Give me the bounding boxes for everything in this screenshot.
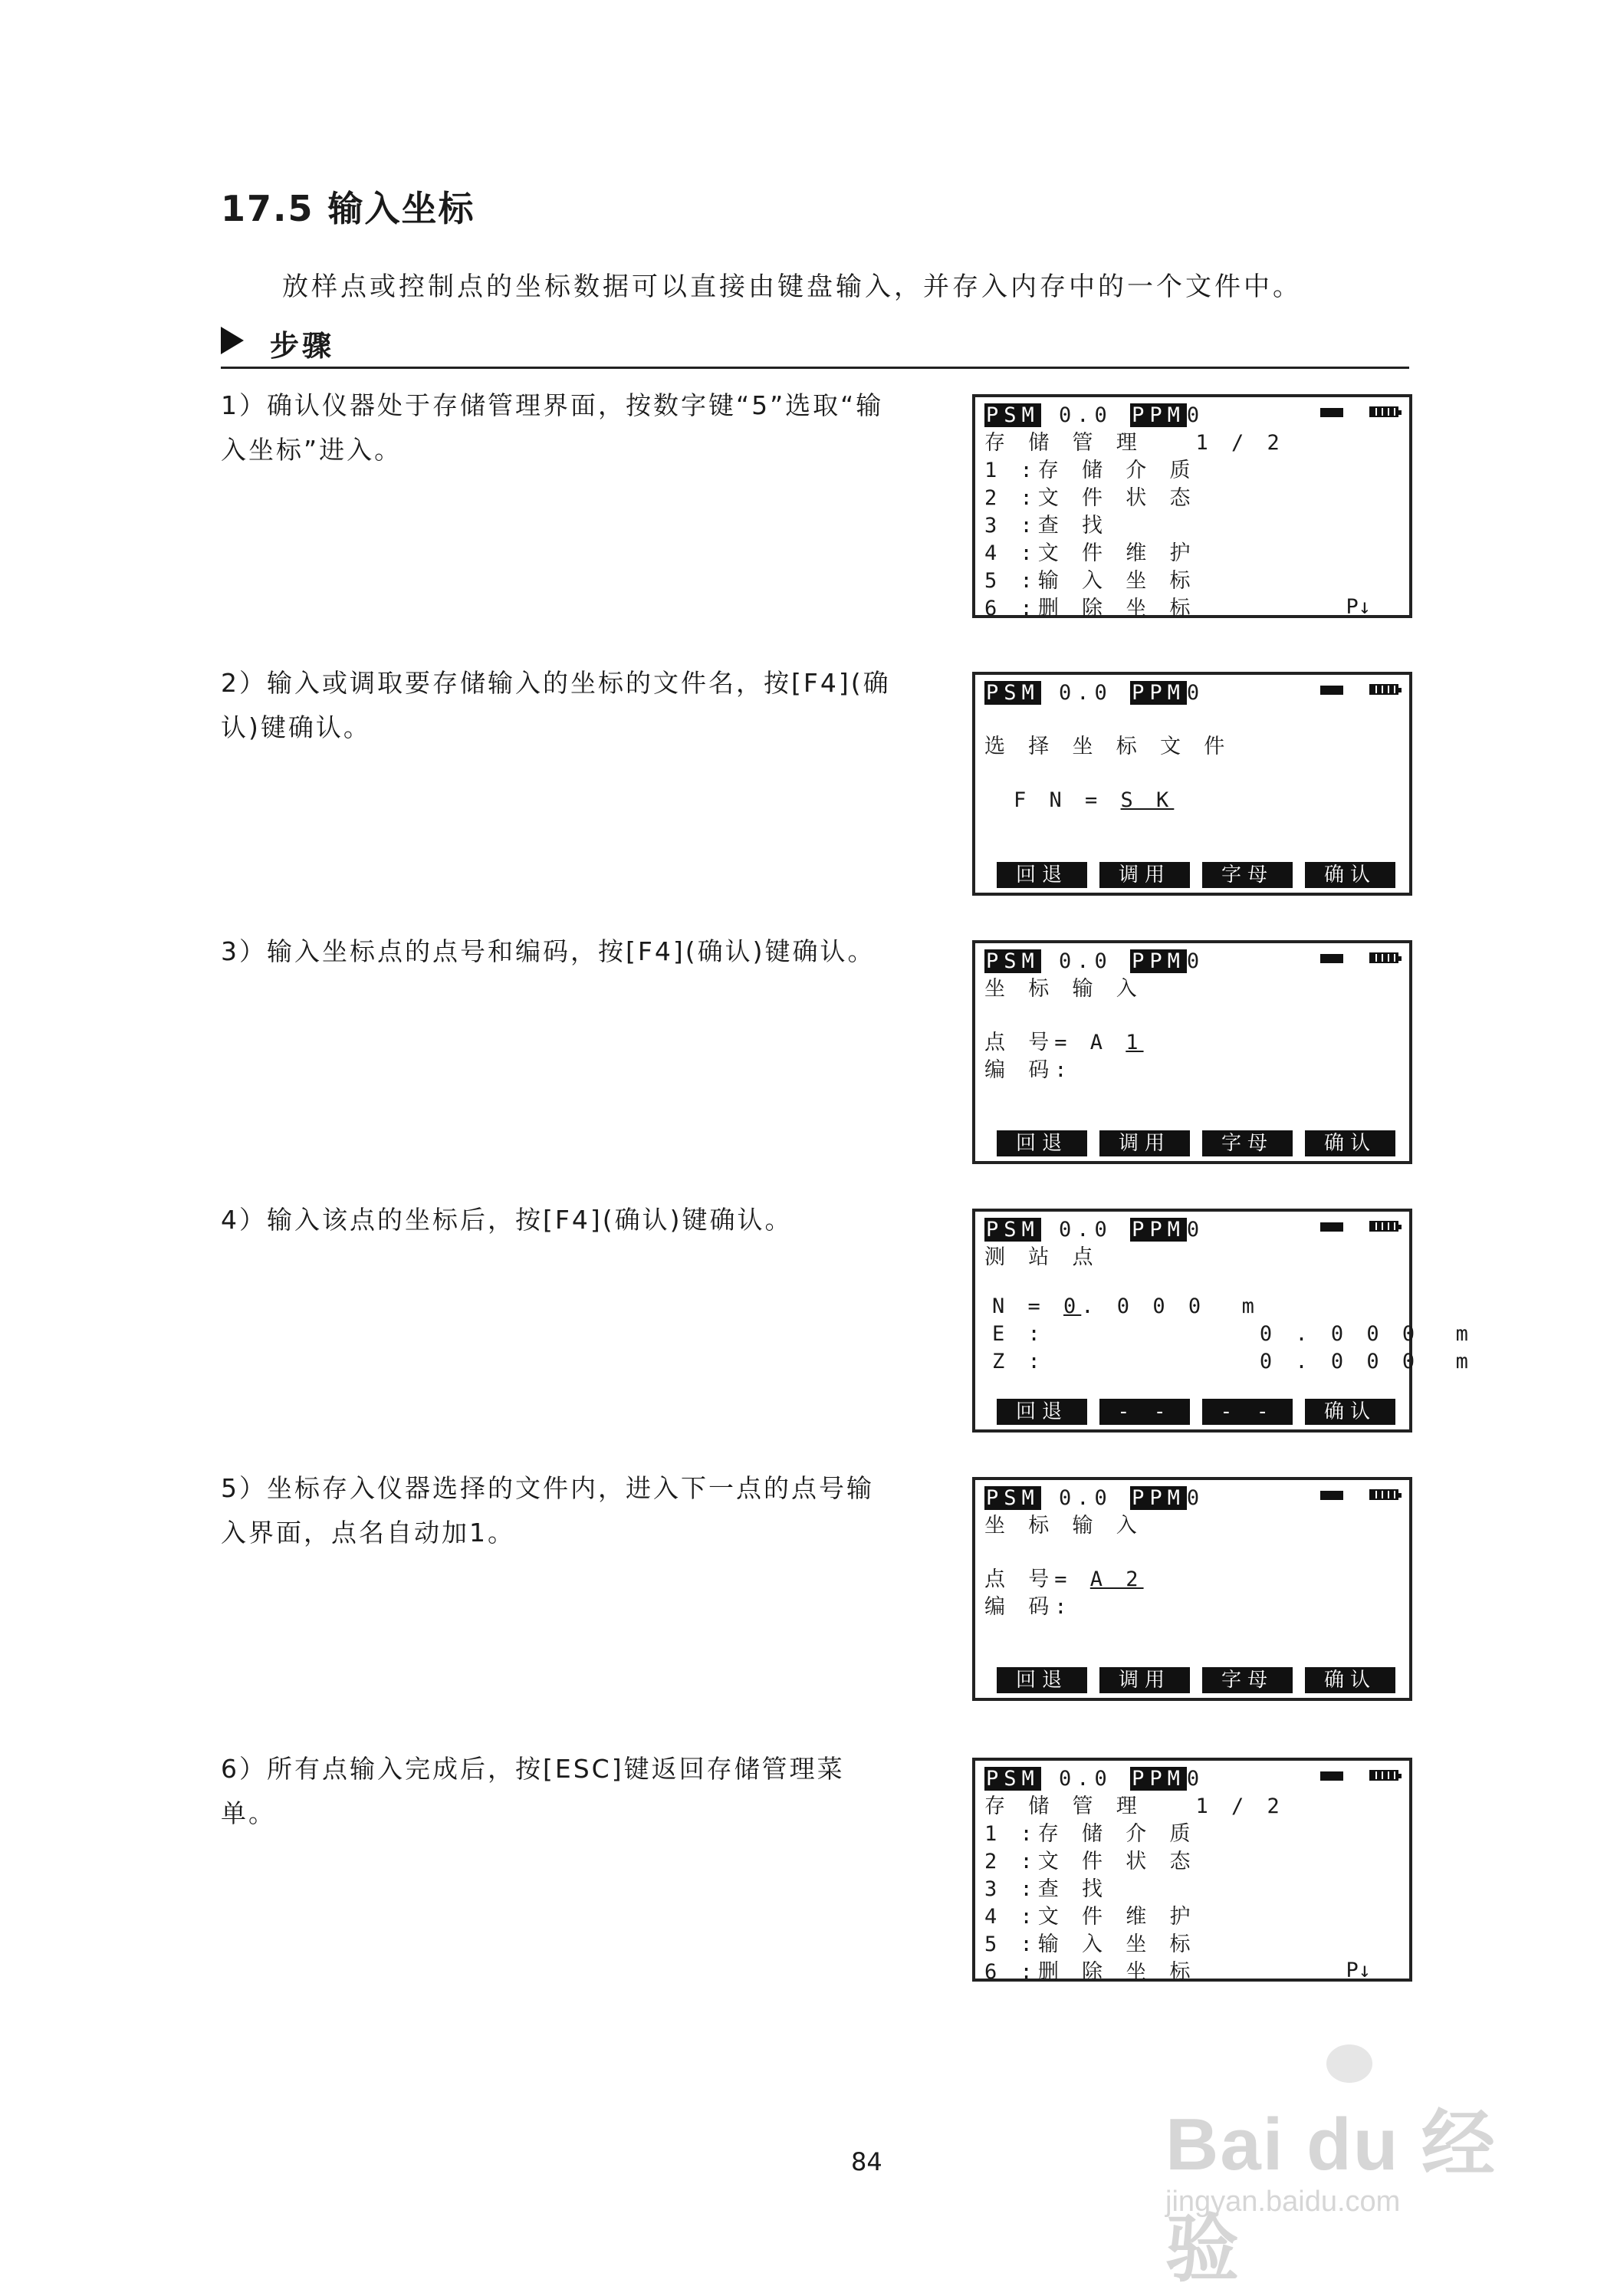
screen-station-point: [972, 1209, 1474, 1449]
screen-storage-menu-return: [972, 1758, 1412, 1982]
softkey-confirm[interactable]: 确认: [1305, 1130, 1395, 1156]
softkey-alpha[interactable]: 字母: [1202, 862, 1293, 888]
code-line: 编 码:: [984, 1595, 1073, 1619]
menu-item: 5 :输 入 坐 标: [984, 569, 1196, 593]
screen-select-file: [972, 672, 1412, 896]
screen-title: 测 站 点: [984, 1245, 1099, 1269]
screen-coord-input-a2: [972, 1477, 1412, 1701]
fn-line: [1014, 787, 1174, 814]
z-line: Z : 0 . 0 0 0 m: [992, 1350, 1474, 1373]
softkey-bar: [997, 1399, 1395, 1449]
ppm-value: 0: [1186, 1218, 1205, 1242]
signal-icon: [1320, 1771, 1343, 1781]
psm-label: PSM: [986, 1218, 1040, 1242]
softkey-recall[interactable]: 调用: [1099, 1667, 1190, 1693]
menu-item: 4 :文 件 维 护: [984, 541, 1196, 565]
softkey-recall[interactable]: 调用: [1099, 1130, 1190, 1156]
psm-label: PSM: [986, 949, 1040, 973]
menu-item: 4 :文 件 维 护: [984, 1905, 1196, 1929]
triangle-arrow-icon: [221, 327, 244, 354]
menu-item: 6 :删 除 坐 标: [984, 597, 1196, 620]
menu-item: 3 :查 找: [984, 514, 1109, 538]
fn-value: S K: [1120, 788, 1175, 812]
screen-storage-menu: [972, 394, 1412, 618]
softkey-back[interactable]: 回退: [997, 1399, 1087, 1425]
softkey-confirm[interactable]: 确认: [1305, 862, 1395, 888]
softkey-recall[interactable]: 调用: [1099, 862, 1190, 888]
softkey-confirm[interactable]: 确认: [1305, 1399, 1395, 1425]
battery-icon: [1369, 952, 1398, 963]
screen-title: 坐 标 输 入: [984, 1514, 1142, 1538]
step-4-text: 4）输入该点的坐标后，按[F4](确认)键确认。: [221, 1205, 793, 1235]
e-line: E : 0 . 0 0 0 m: [992, 1322, 1474, 1346]
ppm-label: PPM: [1132, 681, 1185, 705]
psm-label: PSM: [986, 681, 1040, 705]
ppm-value: 0: [1186, 1486, 1205, 1510]
menu-item: 5 :输 入 坐 标: [984, 1933, 1196, 1956]
softkey-bar: [997, 1130, 1395, 1156]
status-line: [984, 1216, 1204, 1244]
softkey-alpha[interactable]: 字母: [1202, 1130, 1293, 1156]
psm-value: 0.0: [1059, 1486, 1112, 1510]
n-line: [992, 1293, 1260, 1321]
screen-title: 坐 标 输 入: [984, 977, 1142, 1001]
psm-value: 0.0: [1059, 1767, 1112, 1791]
ppm-label: PPM: [1132, 949, 1185, 973]
signal-icon: [1320, 686, 1343, 695]
ppm-label: PPM: [1132, 1486, 1185, 1510]
ppm-value: 0: [1186, 681, 1205, 705]
battery-icon: [1369, 406, 1398, 417]
signal-icon: [1320, 1491, 1343, 1500]
point-value: A 2: [1089, 1567, 1144, 1591]
watermark: [1165, 2055, 1533, 2291]
status-line: [984, 1765, 1204, 1793]
status-line: [984, 1485, 1204, 1512]
status-line: [984, 948, 1204, 975]
battery-icon: [1369, 1221, 1398, 1232]
ppm-value: 0: [1186, 403, 1205, 427]
softkey-blank[interactable]: - - -: [1202, 1399, 1293, 1425]
step-2-text: 2）输入或调取要存储输入的坐标的文件名，按[F4](确认)键确认。: [221, 668, 891, 742]
n-value-rest: . 0 0 0 m: [1081, 1294, 1260, 1318]
softkey-alpha[interactable]: 字母: [1202, 1667, 1293, 1693]
menu-title: 存 储 管 理 1 / 2: [984, 1794, 1285, 1818]
page-number: 84: [851, 2147, 882, 2176]
screen-coord-input-a1: [972, 940, 1412, 1164]
psm-value: 0.0: [1059, 949, 1112, 973]
code-line: 编 码:: [984, 1058, 1073, 1082]
softkey-confirm[interactable]: 确认: [1305, 1667, 1395, 1693]
psm-label: PSM: [986, 403, 1040, 427]
menu-item: 1 :存 储 介 质: [984, 459, 1196, 482]
psm-value: 0.0: [1059, 1218, 1112, 1242]
status-line: [984, 679, 1204, 707]
menu-item: 3 :查 找: [984, 1877, 1109, 1901]
point-value: 1: [1126, 1031, 1144, 1054]
step-5-text: 5）坐标存入仪器选择的文件内，进入下一点的点号输入界面，点名自动加1。: [221, 1473, 874, 1548]
softkey-blank[interactable]: - - -: [1099, 1399, 1190, 1425]
step-1-text: 1）确认仪器处于存储管理界面，按数字键“5”选取“输入坐标”进入。: [221, 390, 884, 465]
paw-logo-icon: [1326, 2044, 1372, 2083]
intro-paragraph: 放样点或控制点的坐标数据可以直接由键盘输入，并存入内存中的一个文件中。: [282, 271, 1302, 302]
ppm-label: PPM: [1132, 1767, 1185, 1791]
battery-icon: [1369, 1489, 1398, 1500]
softkey-bar: [997, 862, 1395, 888]
step-3-text: 3）输入坐标点的点号和编码，按[F4](确认)键确认。: [221, 936, 876, 966]
signal-icon: [1320, 954, 1343, 963]
menu-item: 2 :文 件 状 态: [984, 1850, 1196, 1873]
softkey-back[interactable]: 回退: [997, 1667, 1087, 1693]
softkey-back[interactable]: 回退: [997, 862, 1087, 888]
watermark-brand: Bai du 经验: [1165, 2104, 1497, 2291]
menu-title: 存 储 管 理 1 / 2: [984, 431, 1285, 455]
screen-title: 选 择 坐 标 文 件: [984, 735, 1231, 758]
status-line: [984, 402, 1204, 429]
psm-value: 0.0: [1059, 681, 1112, 705]
page-down-indicator: P↓: [1346, 1959, 1371, 1982]
point-number-line: [984, 1566, 1144, 1594]
ppm-value: 0: [1186, 1767, 1205, 1791]
menu-item: 1 :存 储 介 质: [984, 1822, 1196, 1846]
steps-header: [221, 321, 1409, 369]
step-6-text: 6）所有点输入完成后，按[ESC]键返回存储管理菜单。: [221, 1754, 845, 1828]
point-number-line: [984, 1029, 1144, 1057]
battery-icon: [1369, 1770, 1398, 1781]
softkey-back[interactable]: 回退: [997, 1130, 1087, 1156]
softkey-bar: [997, 1667, 1395, 1693]
signal-icon: [1320, 408, 1343, 417]
menu-item: 2 :文 件 状 态: [984, 486, 1196, 510]
watermark-url: jingyan.baidu.com: [1165, 2186, 1401, 2218]
signal-icon: [1320, 1222, 1343, 1232]
fn-label: F N =: [1014, 788, 1121, 812]
section-title: 17.5 输入坐标: [221, 188, 475, 229]
ppm-label: PPM: [1132, 403, 1185, 427]
ppm-label: PPM: [1132, 1218, 1185, 1242]
ppm-value: 0: [1186, 949, 1205, 973]
psm-value: 0.0: [1059, 403, 1112, 427]
n-label: N =: [992, 1294, 1064, 1318]
point-label: 点 号=: [984, 1567, 1090, 1591]
menu-item: 6 :删 除 坐 标: [984, 1960, 1196, 1984]
steps-heading: 步骤: [270, 329, 335, 363]
n-value-cursor: 0: [1063, 1294, 1082, 1318]
psm-label: PSM: [986, 1767, 1040, 1791]
battery-icon: [1369, 684, 1398, 695]
point-label: 点 号= A: [984, 1031, 1126, 1054]
page-down-indicator: P↓: [1346, 595, 1371, 619]
psm-label: PSM: [986, 1486, 1040, 1510]
